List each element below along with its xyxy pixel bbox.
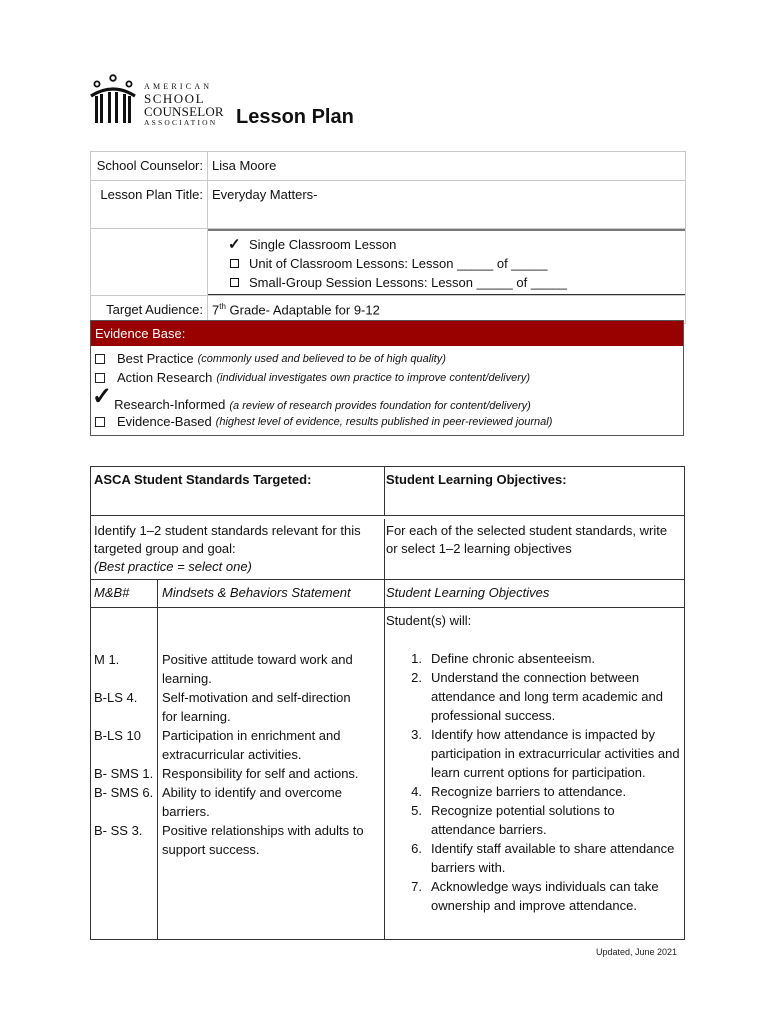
mb-statement-line: for learning.: [162, 709, 231, 724]
option-label: Single Classroom Lesson: [249, 237, 397, 252]
column-header-row: [91, 580, 684, 608]
objectives-instructions: For each of the selected student standards, write or select 1–2 learning objectives: [386, 523, 668, 556]
lesson-type-label: [91, 229, 208, 295]
target-audience-label: Target Audience:: [91, 296, 208, 323]
checkmark-icon: ✓: [228, 236, 241, 253]
standards-instruction-note: (Best practice = select one): [94, 559, 252, 574]
objectives-list: [386, 649, 681, 915]
mb-code: B- SS 3.: [94, 823, 143, 838]
evidence-label: Research-Informed: [114, 397, 226, 412]
target-audience-value[interactable]: [208, 296, 685, 323]
evidence-research-informed[interactable]: [92, 383, 683, 412]
standards-header-row: [91, 467, 684, 516]
asca-logo: [90, 74, 230, 128]
objective-number: 2.: [411, 670, 422, 685]
checkbox-empty-icon: [230, 278, 239, 287]
standards-instruction-text: Identify 1–2 student standards relevant for this targeted group and goal:: [94, 523, 361, 556]
standards-instructions: [91, 519, 385, 579]
evidence-description: (commonly used and believed to be of high quality): [197, 352, 446, 365]
lesson-title-label: Lesson Plan Title:: [91, 181, 208, 228]
asca-wordmark: [144, 83, 224, 127]
evidence-base-heading: Evidence Base:: [91, 321, 683, 346]
mb-statement-line: extracurricular activities.: [162, 747, 302, 762]
lesson-title-value[interactable]: Everyday Matters-: [212, 187, 318, 202]
mb-statement-line: Participation in enrichment and: [162, 728, 341, 743]
objective-item: [386, 782, 681, 801]
counselor-value[interactable]: Lisa Moore: [212, 158, 277, 173]
mb-statement-line: Ability to identify and overcome: [162, 785, 342, 800]
checkbox-empty-icon: [95, 417, 105, 427]
checkmark-icon: ✓: [92, 383, 113, 410]
lesson-type-row: [91, 229, 685, 296]
evidence-label: Evidence-Based: [117, 414, 212, 429]
mb-code: M 1.: [94, 652, 120, 667]
mb-statement-line: Self-motivation and self-direction: [162, 690, 351, 705]
mb-code: B-LS 4.: [94, 690, 138, 705]
standards-heading: ASCA Student Standards Targeted:: [91, 467, 385, 515]
evidence-description: (highest level of evidence, results published in peer-reviewed journal): [215, 415, 553, 428]
option-label: Small-Group Session Lessons: Lesson _____ of _____: [249, 275, 567, 290]
objective-item: [386, 801, 681, 839]
asca-columns-icon: [90, 74, 136, 126]
mb-statements: [158, 608, 384, 939]
objectives-heading: Student Learning Objectives:: [386, 472, 567, 487]
lesson-info-table: [90, 151, 686, 324]
column-header-mb-statement: Mindsets & Behaviors Statement: [162, 585, 351, 600]
page-title: Lesson Plan: [236, 106, 354, 128]
evidence-description: (individual investigates own practice to improve content/delivery): [216, 371, 531, 384]
standards-objectives-table: [90, 466, 685, 940]
target-audience-row: [91, 296, 685, 323]
objective-text: Recognize potential solutions to attendance barriers.: [431, 803, 615, 837]
checkbox-empty-icon: [95, 354, 105, 364]
objective-item: [386, 725, 681, 782]
evidence-evidence-based[interactable]: [95, 412, 683, 431]
objective-number: 1.: [411, 651, 422, 666]
audience-grade: 7: [212, 302, 220, 318]
lesson-type-options: [208, 229, 685, 295]
logo-line-counselor: COUNSELOR: [144, 104, 224, 119]
objective-number: 7.: [411, 879, 422, 894]
audience-grade-suffix: th: [219, 302, 226, 311]
mb-code: B- SMS 1.: [94, 766, 154, 781]
option-label: Unit of Classroom Lessons: Lesson _____ of _____: [249, 256, 548, 271]
objective-number: 6.: [411, 841, 422, 856]
option-small-group[interactable]: [212, 273, 685, 292]
mb-statement-line: Positive attitude toward work and: [162, 652, 353, 667]
objective-number: 3.: [411, 727, 422, 742]
evidence-base-section: [90, 320, 684, 436]
counselor-label: School Counselor:: [91, 152, 208, 180]
objective-text: Recognize barriers to attendance.: [431, 784, 627, 799]
objective-item: [386, 839, 681, 877]
objective-text: Understand the connection between attendance and long term academic and professional success.: [431, 670, 663, 723]
standards-body-row: [91, 608, 684, 939]
objective-text: Define chronic absenteeism.: [431, 651, 596, 666]
objective-item: [386, 877, 681, 915]
objective-text: Acknowledge ways individuals can take ownership and improve attendance.: [431, 879, 659, 913]
logo-line-association: ASSOCIATION: [144, 118, 218, 127]
logo-line-american: AMERICAN: [144, 82, 213, 91]
instructions-row: [91, 516, 684, 580]
counselor-row: [91, 152, 685, 181]
option-single-classroom[interactable]: [212, 235, 685, 254]
objective-item: [386, 668, 681, 725]
evidence-action-research[interactable]: [95, 368, 683, 387]
column-header-mb-number: M&B#: [91, 580, 158, 607]
mb-code: B- SMS 6.: [94, 785, 154, 800]
mb-statement-line: Responsibility for self and actions.: [162, 766, 359, 781]
evidence-options: [91, 346, 683, 435]
evidence-description: (a review of research provides foundation for content/delivery): [229, 400, 531, 412]
evidence-best-practice[interactable]: [95, 349, 683, 368]
mb-code-spacer: [94, 745, 157, 764]
mb-code: B-LS 10: [94, 728, 141, 743]
mb-statement-line: learning.: [162, 671, 212, 686]
lesson-title-row: [91, 181, 685, 229]
checkbox-empty-icon: [95, 373, 105, 383]
mb-code-spacer: [94, 802, 157, 821]
option-unit-classroom[interactable]: [212, 254, 685, 273]
objective-text: Identify staff available to share attendance barriers with.: [431, 841, 675, 875]
mb-code-spacer: [94, 669, 157, 688]
mb-column-headers: [91, 580, 385, 607]
mb-cells: [91, 608, 385, 939]
evidence-label: Best Practice: [117, 351, 194, 366]
evidence-label: Action Research: [117, 370, 213, 385]
mb-statement-line: support success.: [162, 842, 260, 857]
objective-number: 5.: [411, 803, 422, 818]
objective-text: Identify how attendance is impacted by participation in extracurricular activities and learn current options for participation.: [431, 727, 680, 780]
objectives-cell: [385, 608, 684, 939]
mb-code-spacer: [94, 707, 157, 726]
updated-date-footer: Updated, June 2021: [596, 947, 678, 957]
checkbox-empty-icon: [230, 259, 239, 268]
audience-rest: Grade- Adaptable for 9-12: [225, 302, 380, 318]
column-header-objectives: Student Learning Objectives: [386, 585, 550, 600]
mb-statement-line: Positive relationships with adults to: [162, 823, 364, 838]
objectives-intro: Student(s) will:: [386, 613, 472, 628]
logo-line-school: SCHOOL: [144, 91, 206, 106]
objective-item: [386, 649, 681, 668]
objective-number: 4.: [411, 784, 422, 799]
mb-codes: [91, 608, 158, 939]
mb-statement-line: barriers.: [162, 804, 210, 819]
